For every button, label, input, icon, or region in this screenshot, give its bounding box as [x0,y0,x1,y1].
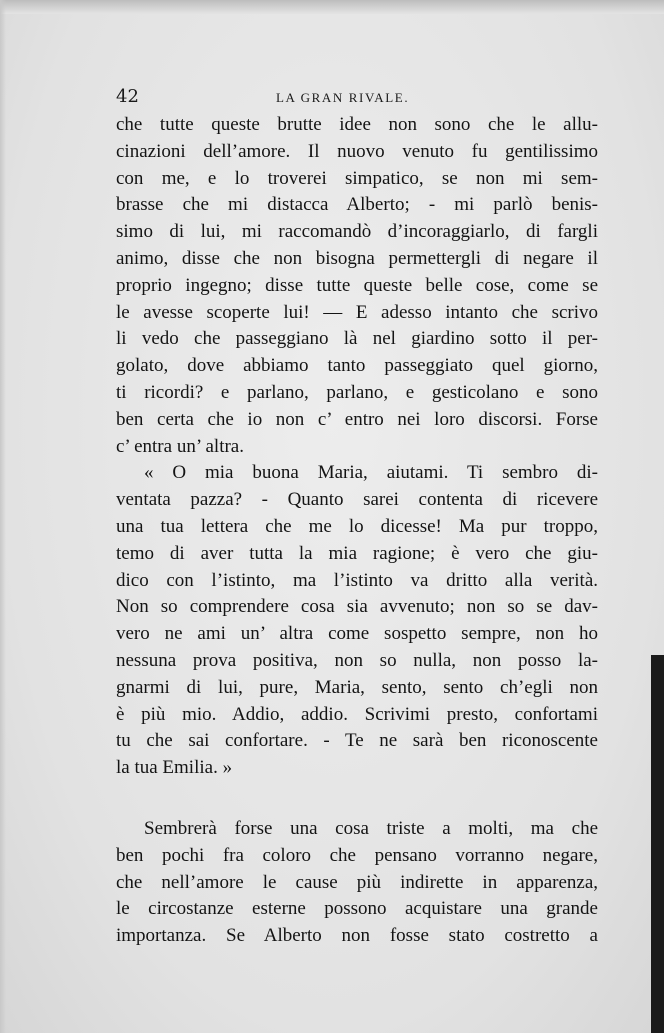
text-line: li vedo che passeggiano là nel giardino sotto il per- [116,328,598,350]
text-line: ventata pazza? - Quanto sarei contenta di ricevere [116,489,598,511]
text-line: Non so comprendere cosa sia avvenuto; non so se dav- [116,596,598,618]
paragraph-spacer [116,782,598,816]
text-line: la tua Emilia. » [116,757,233,779]
text-line: le circostanze esterne possono acquistare una grande [116,898,598,920]
text-line: temo di aver tutta la mia ragione; è vero che giu- [116,542,598,564]
text-line: che tutte queste brutte idee non sono che le allu- [116,114,598,135]
text-line: tu che sai confortare. - Te ne sarà ben riconoscente [116,730,598,752]
page-left-shadow [0,0,6,1033]
text-line: nessuna prova positiva, non so nulla, non posso la- [116,649,598,671]
text-line: vero ne ami un’ altra come sospetto sempre, non ho [116,623,598,645]
text-line: dico con l’istinto, ma l’istinto va dritto alla verità. [116,569,598,591]
scan-edge-strip [651,655,664,1033]
text-line: ben pochi fra coloro che pensano vorranno negare, [116,844,598,866]
text-line: le avesse scoperte lui! — E adesso intanto che scrivo [116,301,598,323]
text-line: c’ entra un’ altra. [116,435,244,457]
text-line: è più mio. Addio, addio. Scrivimi presto, confortami [116,703,598,725]
text-line: ti ricordi? e parlano, parlano, e gesticolano e sono [116,381,598,403]
page-number: 42 [116,86,139,107]
text-line: golato, dove abbiamo tanto passeggiato quel giorno, [116,355,598,377]
running-title: LA GRAN RIVALE. [276,90,410,105]
text-line: gnarmi di lui, pure, Maria, sento, sento ch’egli non [116,676,598,698]
body-text [116,112,598,950]
text-line: cinazioni dell’amore. Il nuovo venuto fu gentilissimo [116,140,598,162]
text-line: che nell’amore le cause più indirette in apparenza, [116,871,598,893]
paragraph-1 [116,112,598,460]
paragraph-2 [116,460,598,782]
text-line: « O mia buona Maria, aiutami. Ti sembro di- [144,462,598,484]
text-line: animo, disse che non bisogna permettergli di negare il [116,247,598,269]
text-line: ben certa che io non c’ entro nei loro discorsi. Forse [116,408,598,430]
text-line: Sembrerà forse una cosa triste a molti, ma che [144,817,598,839]
text-line: con me, e lo troverei simpatico, se non mi sem- [116,167,598,189]
text-line: brasse che mi distacca Alberto; - mi parlò benis- [116,194,598,216]
text-line: una tua lettera che me lo dicesse! Ma pur troppo, [116,515,598,537]
text-line: proprio ingegno; disse tutte queste belle cose, come se [116,274,598,296]
page-header [116,86,596,110]
text-line: importanza. Se Alberto non fosse stato costretto a [116,925,598,947]
page-top-edge [0,0,664,14]
text-line: simo di lui, mi raccomandò d’incoraggiarlo, di fargli [116,221,598,243]
paragraph-3 [116,816,598,950]
